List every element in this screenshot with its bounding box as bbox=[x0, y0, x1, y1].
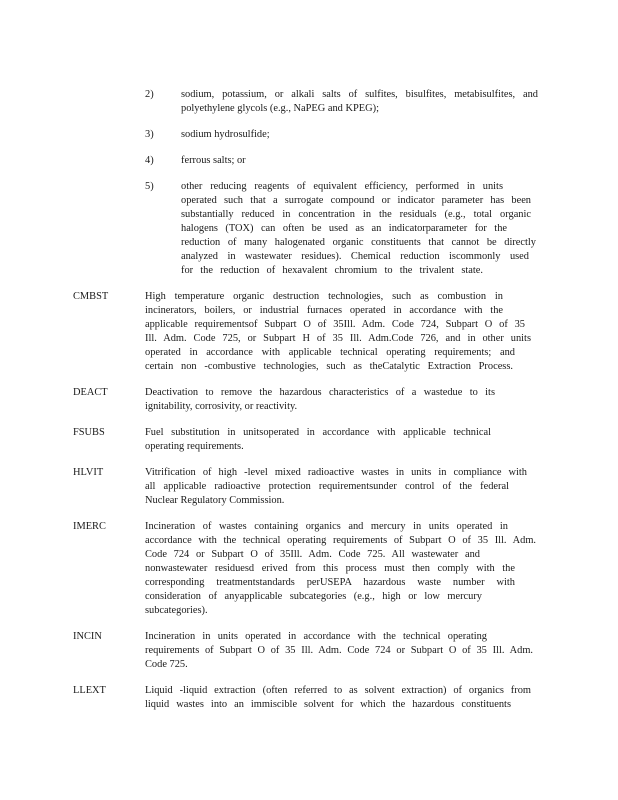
definition-code: FSUBS bbox=[73, 427, 105, 438]
list-item-text: polyethylene glycols (e.g., NaPEG and KPEG); bbox=[181, 103, 379, 114]
definition-text: ignitability, corrosivity, or reactivity. bbox=[145, 401, 298, 412]
definition-code: INCIN bbox=[73, 631, 102, 642]
definition-text: Vitrification of high -level mixed radioactive wastes in units in compliance with bbox=[145, 467, 527, 478]
definition-text: Deactivation to remove the hazardous characteristics of a wastedue to its bbox=[145, 387, 495, 398]
definition-text: consideration of anyapplicable subcategories (e.g., high or low mercury bbox=[145, 591, 482, 602]
definition-text: operated in accordance with applicable technical operating requirements; and bbox=[145, 347, 515, 358]
list-number: 4) bbox=[145, 155, 154, 166]
list-item-text: analyzed in wastewater residues). Chemical reduction iscommonly used bbox=[181, 251, 529, 262]
list-item-text: sodium hydrosulfide; bbox=[181, 129, 270, 140]
definition-text: Fuel substitution in unitsoperated in accordance with applicable technical bbox=[145, 427, 491, 438]
list-item-text: ferrous salts; or bbox=[181, 155, 246, 166]
definition-text: Ill. Adm. Code 725, or Subpart H of 35 Ill. Adm.Code 726, and in other units bbox=[145, 333, 531, 344]
definition-text: High temperature organic destruction technologies, such as combustion in bbox=[145, 291, 503, 302]
definition-text: operating requirements. bbox=[145, 441, 244, 452]
definition-text: Incineration in units operated in accordance with the technical operating bbox=[145, 631, 487, 642]
definition-text: Nuclear Regulatory Commission. bbox=[145, 495, 285, 506]
definition-text: accordance with the technical operating requirements of Subpart O of 35 Ill. Adm. bbox=[145, 535, 536, 546]
list-number: 3) bbox=[145, 129, 154, 140]
list-item-text: reduction of many halogenated organic constituents that cannot be directly bbox=[181, 237, 536, 248]
list-item-text: halogens (TOX) can often be used as an indicatorparameter for the bbox=[181, 223, 507, 234]
definition-text: all applicable radioactive protection requirementsunder control of the federal bbox=[145, 481, 509, 492]
list-item-text: operated such that a surrogate compound or indicator parameter has been bbox=[181, 195, 531, 206]
definition-text: requirements of Subpart O of 35 Ill. Adm. Code 724 or Subpart O of 35 Ill. Adm. bbox=[145, 645, 533, 656]
definition-text: applicable requirementsof Subpart O of 35Ill. Adm. Code 724, Subpart O of 35 bbox=[145, 319, 525, 330]
definition-text: subcategories). bbox=[145, 605, 208, 616]
definition-text: liquid wastes into an immiscible solvent for which the hazardous constituents bbox=[145, 699, 511, 710]
list-item-text: sodium, potassium, or alkali salts of sulfites, bisulfites, metabisulfites, and bbox=[181, 89, 538, 100]
list-number: 2) bbox=[145, 89, 154, 100]
definition-text: Liquid -liquid extraction (often referred to as solvent extraction) of organics from bbox=[145, 685, 531, 696]
definition-text: corresponding treatmentstandards perUSEPA hazardous waste number with bbox=[145, 577, 515, 588]
definition-text: certain non -combustive technologies, such as theCatalytic Extraction Process. bbox=[145, 361, 513, 372]
list-number: 5) bbox=[145, 181, 154, 192]
definition-code: HLVIT bbox=[73, 467, 104, 478]
definition-text: Code 724 or Subpart O of 35Ill. Adm. Code 725. All wastewater and bbox=[145, 549, 480, 560]
definition-text: Code 725. bbox=[145, 659, 188, 670]
list-item-text: for the reduction of hexavalent chromium to the trivalent state. bbox=[181, 265, 483, 276]
list-item-text: substantially reduced in concentration in the residuals (e.g., total organic bbox=[181, 209, 531, 220]
definition-text: Incineration of wastes containing organics and mercury in units operated in bbox=[145, 521, 508, 532]
list-item-text: other reducing reagents of equivalent efficiency, performed in units bbox=[181, 181, 503, 192]
definition-code: CMBST bbox=[73, 291, 109, 302]
definition-text: nonwastewater residuesd erived from this process must then comply with the bbox=[145, 563, 515, 574]
definition-code: IMERC bbox=[73, 521, 106, 532]
definition-code: DEACT bbox=[73, 387, 108, 398]
definition-text: incinerators, boilers, or industrial furnaces operated in accordance with the bbox=[145, 305, 503, 316]
definition-code: LLEXT bbox=[73, 685, 106, 696]
